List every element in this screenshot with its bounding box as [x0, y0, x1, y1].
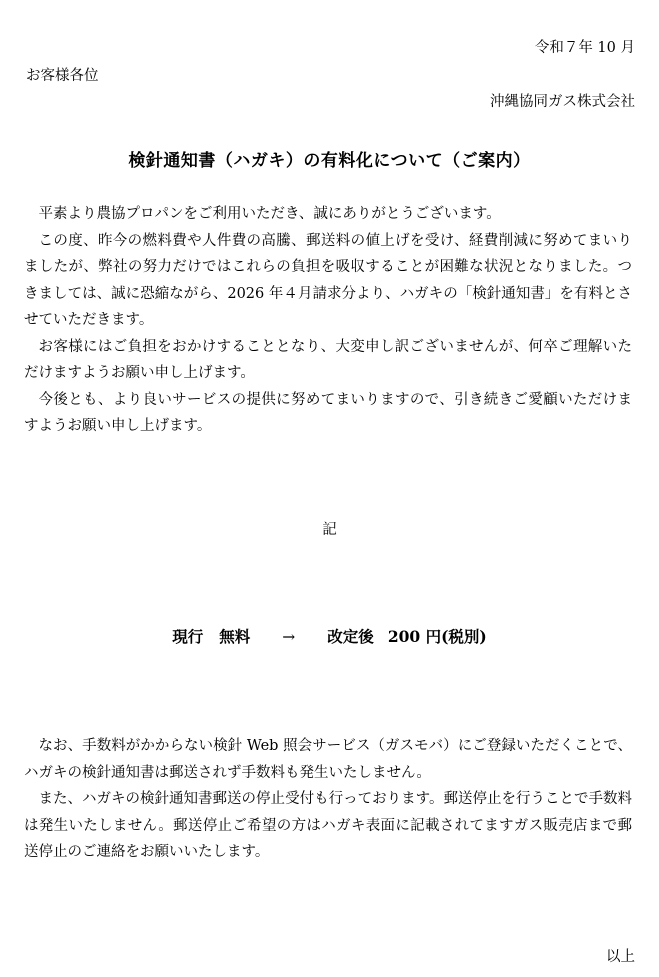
- current-value: 無料: [219, 627, 251, 646]
- intro-paragraph: 平素より農協プロパンをご利用いただき、誠にありがとうございます。: [38, 206, 501, 222]
- current-label: 現行: [172, 627, 204, 646]
- notes-body: [24, 733, 632, 866]
- arrow-icon: →: [282, 628, 296, 646]
- document-date: 令和７年 10 月: [534, 40, 635, 56]
- intro-body: [24, 201, 632, 440]
- ki-heading: 記: [322, 522, 337, 538]
- sender-company: 沖縄協同ガス株式会社: [490, 94, 635, 110]
- recipient-salutation: お客様各位: [26, 68, 99, 84]
- note-paragraph: なお、手数料がかからない検針 Web 照会サービス（ガスモバ）にご登録いただくことで、ハガキの検針通知書は郵送されず手数料も発生いたしません。: [24, 738, 632, 781]
- intro-paragraph: この度、昨今の燃料費や人件費の高騰、郵送料の値上げを受け、経費削減に努めてまいりましたが、弊社の努力だけではこれらの負担を吸収することが困難な状況となりました。つきましては、誠に恐縮ながら、2026 年４月請求分より、ハガキの「検針通知書」を有料とさせていただきます。: [24, 232, 632, 328]
- new-label: 改定後: [327, 627, 374, 646]
- note-paragraph: また、ハガキの検針通知書郵送の停止受付も行っております。郵送停止を行うことで手数料は発生いたしません。郵送停止ご希望の方はハガキ表面に記載されてますガス販売店まで郵送停止のご連絡をお願いいたします。: [24, 791, 632, 860]
- price-change-line: [0, 625, 659, 647]
- document-title: 検針通知書（ハガキ）の有料化について（ご案内）: [128, 151, 531, 171]
- closing-mark: 以上: [606, 949, 635, 965]
- intro-paragraph: 今後とも、より良いサービスの提供に努めてまいりますので、引き続きご愛顧いただけますようお願い申し上げます。: [24, 391, 632, 434]
- intro-paragraph: お客様にはご負担をおかけすることとなり、大変申し訳ございませんが、何卒ご理解いただけますようお願い申し上げます。: [24, 338, 632, 381]
- new-value: 200 円(税別): [387, 627, 487, 646]
